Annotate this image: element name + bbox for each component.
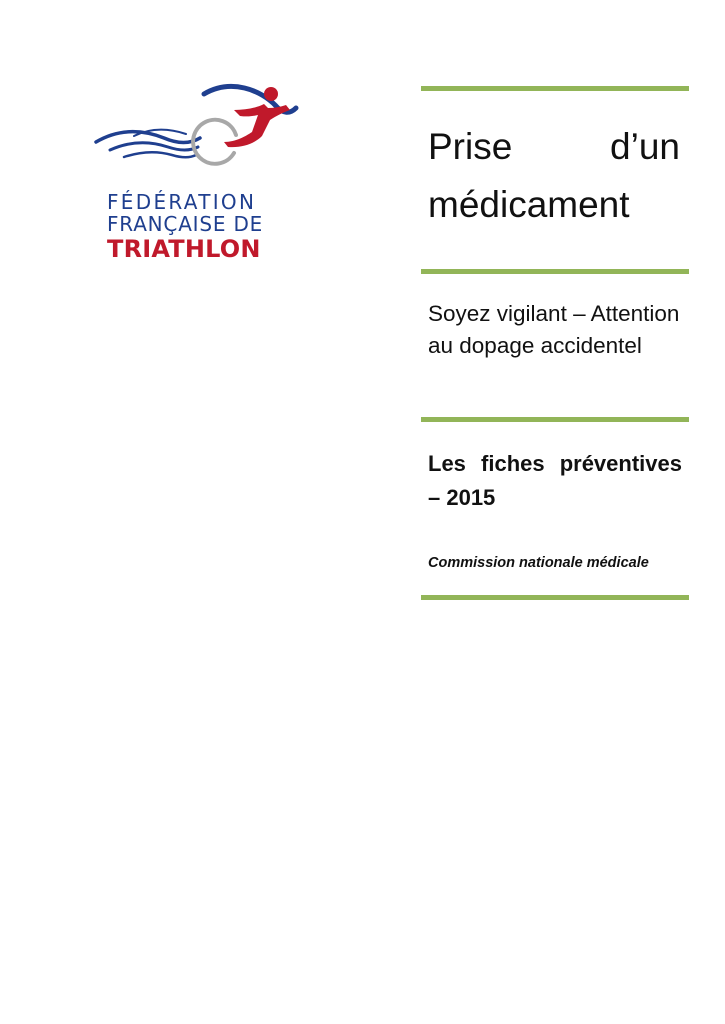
- logo-text-federation: FÉDÉRATION: [107, 190, 257, 214]
- commission-label: Commission nationale médicale: [428, 555, 649, 571]
- rule-after-subtitle: [421, 417, 689, 422]
- logo-text-francaise-de: FRANÇAISE DE: [107, 212, 264, 236]
- rule-top: [421, 86, 689, 91]
- document-title: Prise d’un médicament: [428, 126, 680, 225]
- series-heading: Les fiches préventives – 2015: [428, 451, 682, 510]
- rule-after-title: [421, 269, 689, 274]
- document-subtitle: Soyez vigilant – Attention au dopage accidentel: [428, 301, 680, 358]
- federation-logo: [86, 80, 301, 270]
- triathlete-emblem-icon: [86, 80, 301, 176]
- rule-bottom: [421, 595, 689, 600]
- logo-text-triathlon: TRIATHLON: [107, 235, 261, 263]
